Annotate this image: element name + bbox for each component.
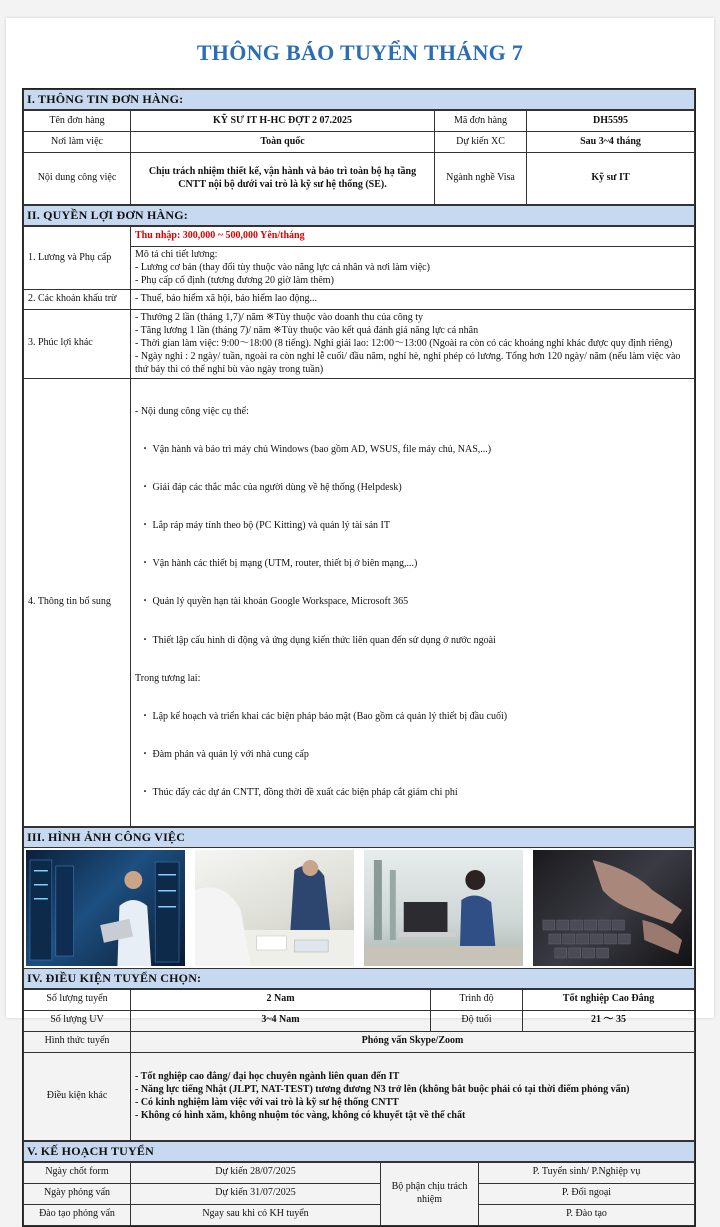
salary-details <box>131 247 695 290</box>
responsible-dept-label: Bộ phận chịu trách nhiệm <box>381 1162 479 1225</box>
plan-row-value: Ngay sau khi có KH tuyển <box>131 1204 381 1225</box>
additional-info-label: 4. Thông tin bổ sung <box>24 378 131 826</box>
plan-row-dept: P. Tuyển sinh/ P.Nghiệp vụ <box>479 1162 695 1183</box>
info-line: ・ Lập kế hoạch và triển khai các biện pháp bảo mật (Bao gồm cả quản lý thiết bị đầu cuối) <box>135 711 508 722</box>
order-name-value: KỸ SƯ IT H-HC ĐỢT 2 07.2025 <box>131 111 435 132</box>
other-conditions-label: Điều kiện khác <box>24 1052 131 1140</box>
plan-row-label: Ngày chốt form <box>24 1162 131 1183</box>
visa-value: Kỹ sư IT <box>527 153 695 205</box>
benefit-line: - Thời gian làm việc: 9:00〜18:00 (8 tiếng). Nghỉ giải lao: 12:00〜13:00 (Ngoài ra còn có các khoảng nghỉ khác được quy định riêng) <box>135 337 673 349</box>
job-content-value: Chịu trách nhiệm thiết kế, vận hành và bảo trì toàn bộ hạ tầng CNTT nội bộ dưới vai trò là kỹ sư hệ thống (SE). <box>131 153 435 205</box>
salary-line: - Phụ cấp cố định (tương đương 20 giờ làm thêm) <box>135 275 334 287</box>
info-line: ・ Lắp ráp máy tính theo bộ (PC Kitting) và quản lý tài sản IT <box>135 520 390 532</box>
document-sheet <box>6 18 714 1220</box>
section-conditions-heading: IV. ĐIỀU KIỆN TUYỂN CHỌN: <box>23 968 695 989</box>
info-line: ・ Thiết lập cấu hình di động và ứng dụng kiến thức liên quan đến sử dụng ở nước ngoài <box>135 634 496 646</box>
meeting-photo <box>195 850 354 966</box>
salary-label: 1. Lương và Phụ cấp <box>24 227 131 290</box>
benefit-line: - Thưởng 2 lần (tháng 1,7)/ năm ※Tùy thuộc vào doanh thu của công ty <box>135 311 424 323</box>
income-text: Thu nhập: 300,000 ~ 500,000 Yên/tháng <box>131 227 695 247</box>
age-value: 21 〜 35 <box>523 1010 695 1031</box>
salary-line: - Lương cơ bản (thay đổi tùy thuộc vào năng lực cá nhân và nơi làm việc) <box>135 262 430 274</box>
page-title: THÔNG BÁO TUYỂN THÁNG 7 <box>196 40 524 65</box>
recruit-method-value: Phỏng vấn Skype/Zoom <box>131 1031 695 1052</box>
other-benefits-label: 3. Phúc lợi khác <box>24 309 131 378</box>
plan-table <box>23 1162 695 1226</box>
info-line: Trong tương lai: <box>135 672 201 684</box>
benefits-table <box>23 226 695 827</box>
conditions-table <box>23 989 695 1141</box>
keyboard-typing-photo <box>533 850 692 966</box>
condition-line: - Năng lực tiếng Nhật (JLPT, NAT-TEST) tương đương N3 trở lên (không bắt buộc phải có tại thời điểm phỏng vấn) <box>135 1083 630 1095</box>
workplace-label: Nơi làm việc <box>24 132 131 153</box>
additional-info-list <box>131 378 695 826</box>
info-line: - Nội dung công việc cụ thể: <box>135 405 249 417</box>
recruit-method-label: Hình thức tuyển <box>24 1031 131 1052</box>
candidates-label: Số lượng UV <box>24 1010 131 1031</box>
section-benefits-heading: II. QUYỀN LỢI ĐƠN HÀNG: <box>23 205 695 226</box>
info-line: ・ Quản lý quyền hạn tài khoản Google Workspace, Microsoft 365 <box>135 596 409 608</box>
job-content-label: Nội dung công việc <box>24 153 131 205</box>
info-line: ・ Vận hành và bảo trì máy chủ Windows (bao gồm AD, WSUS, file máy chủ, NAS,...) <box>135 443 492 455</box>
engineer-laptop-photo <box>364 850 523 966</box>
condition-line: - Không có hình xăm, không nhuộm tóc vàng, không có khuyết tật về thể chất <box>135 1110 466 1122</box>
workplace-value: Toàn quốc <box>131 132 435 153</box>
plan-row-dept: P. Đào tạo <box>479 1204 695 1225</box>
benefit-line: - Ngày nghỉ : 2 ngày/ tuần, ngoài ra còn nghỉ lễ cuối/ đầu năm, nghỉ hè, nghỉ phép có lương. Tổng hơn 120 ngày/ năm (nếu làm việc vào thứ bảy thì có thể nghỉ bù vào ngày trong tuần) <box>135 351 681 376</box>
education-value: Tốt nghiệp Cao Đẳng <box>523 989 695 1010</box>
plan-row-label: Đào tạo phỏng vấn <box>24 1204 131 1225</box>
plan-row-value: Dự kiến 31/07/2025 <box>131 1183 381 1204</box>
deductions-label: 2. Các khoản khấu trừ <box>24 289 131 309</box>
plan-row-dept: P. Đối ngoại <box>479 1183 695 1204</box>
education-label: Trình độ <box>431 989 523 1010</box>
order-info-table <box>23 110 695 205</box>
section-plan-heading: V. KẾ HOẠCH TUYỂN <box>23 1141 695 1162</box>
quota-label: Số lượng tuyển <box>24 989 131 1010</box>
plan-row-label: Ngày phỏng vấn <box>24 1183 131 1204</box>
departure-value: Sau 3~4 tháng <box>527 132 695 153</box>
info-line: ・ Đàm phán và quản lý với nhà cung cấp <box>135 749 309 761</box>
section-order-info-heading: I. THÔNG TIN ĐƠN HÀNG: <box>23 89 695 110</box>
order-code-label: Mã đơn hàng <box>435 111 527 132</box>
condition-line: - Tốt nghiệp cao đẳng/ đại học chuyên ngành liên quan đến IT <box>135 1070 400 1082</box>
recruitment-notice <box>22 88 696 1227</box>
visa-label: Ngành nghề Visa <box>435 153 527 205</box>
info-line: ・ Thúc đẩy các dự án CNTT, đồng thời đề xuất các biện pháp cắt giảm chi phí <box>135 787 458 799</box>
salary-line: Mô tả chi tiết lương: <box>135 249 218 260</box>
deductions-value: - Thuế, bảo hiểm xã hội, bảo hiểm lao động... <box>131 289 695 309</box>
other-conditions-list <box>131 1052 695 1140</box>
order-code-value: DH5595 <box>527 111 695 132</box>
quota-value: 2 Nam <box>131 989 431 1010</box>
info-line: ・ Vận hành các thiết bị mạng (UTM, router, thiết bị ở biên mạng,...) <box>135 558 418 570</box>
other-benefits-list <box>131 309 695 378</box>
condition-line: - Có kinh nghiệm làm việc với vai trò là kỹ sư hệ thống CNTT <box>135 1097 399 1109</box>
benefit-line: - Tăng lương 1 lần (tháng 7)/ năm ※Tùy thuộc vào kết quả đánh giá năng lực cá nhân <box>135 324 479 336</box>
section-work-images-heading: III. HÌNH ẢNH CÔNG VIỆC <box>23 827 695 848</box>
work-photos <box>23 848 695 968</box>
info-line: ・ Giải đáp các thắc mắc của người dùng về hệ thống (Helpdesk) <box>135 481 402 493</box>
server-room-photo <box>26 850 185 966</box>
candidates-value: 3~4 Nam <box>131 1010 431 1031</box>
order-name-label: Tên đơn hàng <box>24 111 131 132</box>
departure-label: Dự kiến XC <box>435 132 527 153</box>
plan-row-value: Dự kiến 28/07/2025 <box>131 1162 381 1183</box>
age-label: Độ tuổi <box>431 1010 523 1031</box>
